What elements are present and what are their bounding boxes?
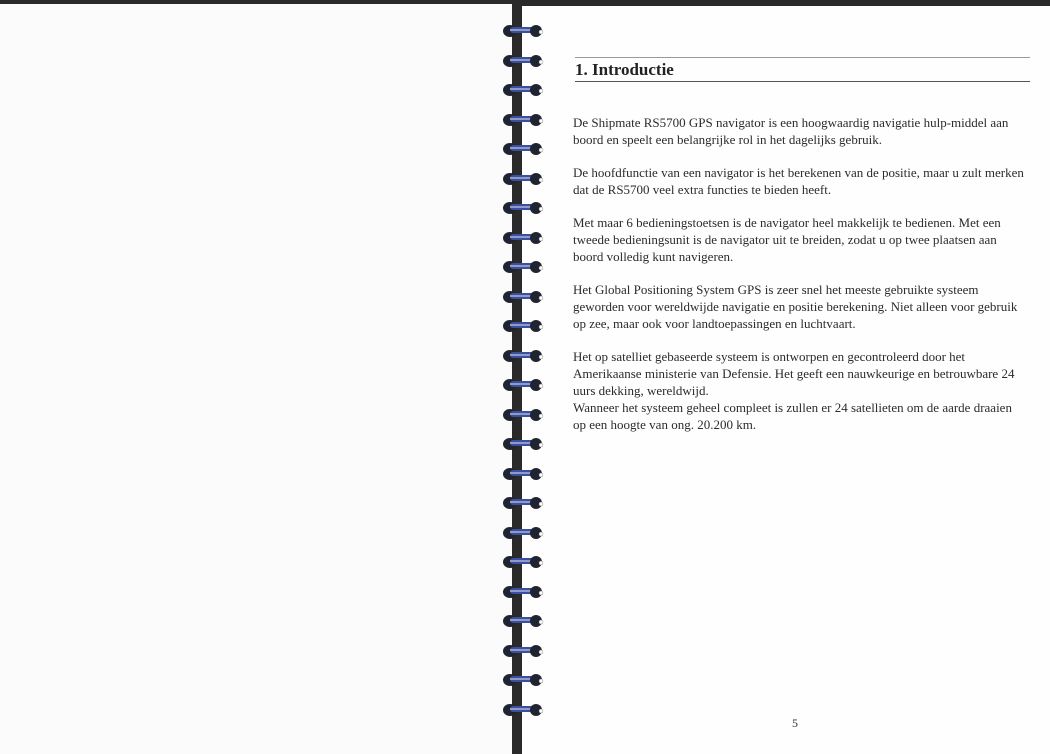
binding-coil bbox=[500, 463, 548, 485]
paragraph-controls: Met maar 6 bedieningstoetsen is de navigator heel makkelijk te bedienen. Met een tweede bedieningsunit is de navigator uit te breiden, zodat u op twee plaatsen aan boord volledig kunt navigeren. bbox=[573, 215, 1001, 264]
binding-coil bbox=[500, 256, 548, 278]
binding-coil bbox=[500, 404, 548, 426]
binding-coil bbox=[500, 433, 548, 455]
binding-coil bbox=[500, 640, 548, 662]
binding-coil bbox=[500, 138, 548, 160]
binding-coil bbox=[500, 79, 548, 101]
binding-coil bbox=[500, 227, 548, 249]
binding-coil bbox=[500, 315, 548, 337]
binding-coil bbox=[500, 286, 548, 308]
body-text bbox=[573, 114, 1025, 433]
paragraph-satellite-system: Het op satelliet gebaseerde systeem is ontworpen en gecontroleerd door het Amerikaanse ministerie van Defensie. Het geeft een nauwkeurige en betrouwbare 24 uurs dekking, wereldwijd. bbox=[573, 349, 1015, 398]
binding-coil bbox=[500, 20, 548, 42]
binding-coil bbox=[500, 522, 548, 544]
binding-coil bbox=[500, 168, 548, 190]
binding-coil bbox=[500, 551, 548, 573]
binding-coil bbox=[500, 345, 548, 367]
binding-coil bbox=[500, 197, 548, 219]
binding-coil bbox=[500, 374, 548, 396]
binding-coil bbox=[500, 492, 548, 514]
paragraph-satellite-count: Wanneer het systeem geheel compleet is zullen er 24 satellieten om de aarde draaien op een hoogte van ong. 20.200 km. bbox=[573, 400, 1012, 432]
binding-coil bbox=[500, 581, 548, 603]
binding-coil bbox=[500, 610, 548, 632]
section-title: 1. Introductie bbox=[575, 57, 1030, 82]
paragraph-gps: Het Global Positioning System GPS is zeer snel het meeste gebruikte systeem geworden voor wereldwijde navigatie en positie berekening. Niet alleen voor gebruik op zee, maar ook voor landtoepassingen en luchtvaart. bbox=[573, 282, 1018, 331]
page-number: 5 bbox=[792, 716, 798, 730]
binding-coil bbox=[500, 699, 548, 721]
left-page-blank bbox=[0, 4, 512, 754]
binding-coil bbox=[500, 50, 548, 72]
paragraph-intro: De Shipmate RS5700 GPS navigator is een hoogwaardig navigatie hulp-middel aan boord en speelt een belangrijke rol in het dagelijks gebruik. bbox=[573, 115, 1009, 147]
binding-coil bbox=[500, 669, 548, 691]
paragraph-main-function: De hoofdfunctie van een navigator is het berekenen van de positie, maar u zult merken dat de RS5700 veel extra functies te bieden heeft. bbox=[573, 165, 1024, 197]
spiral-binding bbox=[500, 20, 550, 740]
binding-coil bbox=[500, 109, 548, 131]
